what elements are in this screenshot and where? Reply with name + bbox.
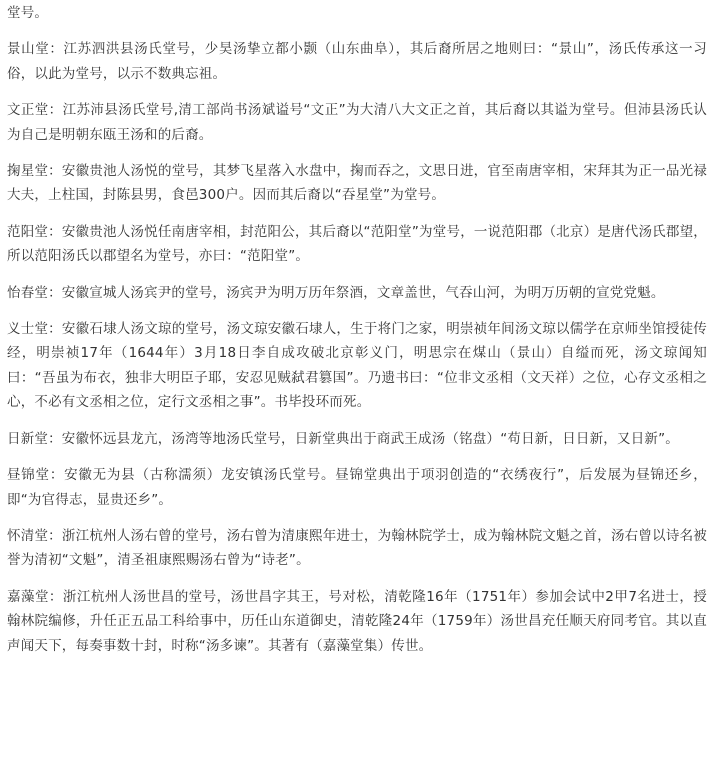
paragraph-huaiqing-tang: 怀清堂：浙江杭州人汤右曾的堂号，汤右曾为清康熙年进士，为翰林院学士，成为翰林院文魁之首，汤右曾以诗名被誉为清初“文魁”，清圣祖康熙赐汤右曾为“诗老”。 xyxy=(7,527,707,569)
paragraph-gap xyxy=(7,25,707,37)
paragraph-zhoujin-tang: 昼锦堂：安徽无为县（古称濡须）龙安镇汤氏堂号。昼锦堂典出于项羽创造的“衣绣夜行”，后发展为昼锦还乡，即“为官得志，显贵还乡”。 xyxy=(7,467,707,508)
paragraph-gap xyxy=(7,512,707,524)
paragraph-yichun-tang: 怡春堂：安徽宣城人汤宾尹的堂号，汤宾尹为明万历年祭酒，文章盖世，气吞山河，为明万历朝的宣党党魁。 xyxy=(7,284,665,301)
paragraph-gap xyxy=(7,86,707,98)
paragraph-gap xyxy=(7,305,707,317)
paragraph-gap xyxy=(7,147,707,159)
paragraph-wenzheng-tang: 文正堂：江苏沛县汤氏堂号,清工部尚书汤斌谥号“文正”为大清八大文正之首，其后裔以其谥为堂号。但沛县汤氏认为自己是明朝东瓯王汤和的后裔。 xyxy=(7,102,707,143)
paragraph-gap xyxy=(7,451,707,463)
article-body xyxy=(0,1,713,768)
paragraph-gap xyxy=(7,415,707,427)
paragraph-yishi-tang: 义士堂：安徽石埭人汤文琼的堂号，汤文琼安徽石埭人，生于将门之家，明崇祯年间汤文琼以儒学在京师坐馆授徒传经，明崇祯17年（1644年）3月18日李自成攻破北京彰义门，明思宗在煤山（景山）自缢而死，汤文琼闻知曰：“吾虽为布衣，独非大明臣子耶，安忍见贼弑君篡国”。乃遗书曰：“位非文丞相（文天祥）之位，心存文丞相之心，不必有文丞相之位，定行文丞相之事”。书毕投环而死。 xyxy=(7,321,707,411)
paragraph-juxing-tang: 掬星堂：安徽贵池人汤悦的堂号，其梦飞星落入水盘中，掬而吞之，文思日进，官至南唐宰相，宋拜其为正一品光禄大夫，上柱国，封陈县男，食邑300户。因而其后裔以“吞星堂”为堂号。 xyxy=(7,163,707,204)
paragraph-jingshan-tang: 景山堂：江苏泗洪县汤氏堂号，少昊汤挚立都小颢（山东曲阜），其后裔所居之地则曰：“景山”，汤氏传承这一习俗，以此为堂号，以示不数典忘祖。 xyxy=(7,41,707,82)
paragraph-intro: 堂号。 xyxy=(7,5,49,21)
paragraph-gap xyxy=(7,208,707,220)
paragraph-fanyang-tang: 范阳堂：安徽贵池人汤悦任南唐宰相，封范阳公，其后裔以“范阳堂”为堂号，一说范阳郡（北京）是唐代汤氏郡望，所以范阳汤氏以郡望名为堂号，亦曰：“范阳堂”。 xyxy=(7,223,707,265)
paragraph-jiazao-tang: 嘉藻堂：浙江杭州人汤世昌的堂号，汤世昌字其王，号对松，清乾隆16年（1751年）参加会试中2甲7名进士，授翰林院编修，升任正五品工科给事中，历任山东道御史，清乾隆24年（1759年）汤世昌充任顺天府同考官。其以直声闻天下，每奏事数十封，时称“汤多谏”。其著有（嘉藻堂集）传世。 xyxy=(7,588,707,654)
paragraph-gap xyxy=(7,573,707,585)
paragraph-gap xyxy=(7,269,707,281)
paragraph-rixin-tang: 日新堂：安徽怀远县龙亢，汤湾等地汤氏堂号，日新堂典出于商武王成汤（铭盘）“苟日新，日日新，又日新”。 xyxy=(7,430,679,447)
